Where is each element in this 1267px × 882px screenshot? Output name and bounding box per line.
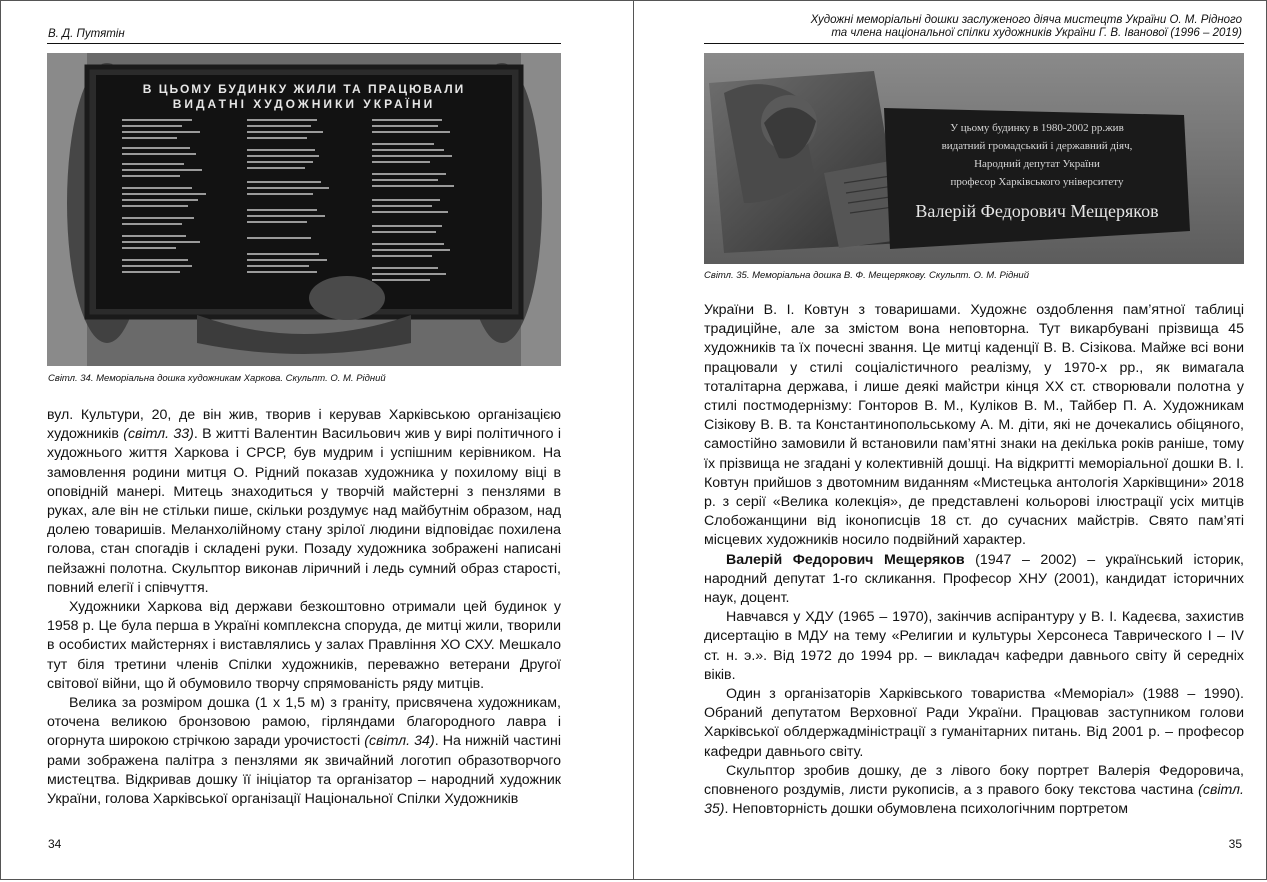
paragraph: Валерій Федорович Мещеряков (1947 – 2002) – український історик, народний депутат 1-го скликання. Професор ХНУ (2001), кандидат історичних наук, доцент. xyxy=(704,551,1244,607)
header-line: та члена національної спілки художників України Г. В. Іванової (1996 – 2019) xyxy=(831,27,1242,39)
right-page xyxy=(633,0,1267,880)
plaque-line-4: професор Харківського університету xyxy=(950,176,1124,188)
running-header: В. Д. Путятін xyxy=(48,28,125,40)
person-name: Валерій Федорович Мещеряков xyxy=(726,551,965,568)
page-number: 35 xyxy=(1228,837,1242,851)
figure-ref: (світл. 33) xyxy=(123,426,194,443)
running-header xyxy=(811,14,1242,40)
plaque-heading-2: ВИДАТНІ ХУДОЖНИКИ УКРАЇНИ xyxy=(172,97,436,111)
paragraph: Один з організаторів Харківського товариства «Меморіал» (1988 – 1990). Обраний депутатом Верховної Ради України. Працював заступником голови Харківської облдержадміністрації з гуманітарних питань. Від 2001 р. – професор кафедри давнього світу. xyxy=(704,686,1244,760)
page-number: 34 xyxy=(48,837,62,851)
paragraph: Скульптор зробив дошку, де з лівого боку портрет Валерія Федоровича, сповненого роздумів, листи рукописів, а з правого боку текстова частина (світл. 35). Неповторність дошки обумовлена психологічним портретом xyxy=(704,762,1244,818)
plaque-photo-34 xyxy=(47,53,561,366)
paragraph: Навчався у ХДУ (1965 – 1970), закінчив аспірантуру у В. І. Кадеєва, захистив дисертацію в МДУ на тему «Религии и культуры Херсонеса Таврического I – IV ст. н. э.». Від 1972 до 1994 рр. – викладач кафедри давнього світу й середніх віків. xyxy=(704,609,1244,683)
plaque-line-3: Народний депутат України xyxy=(974,158,1100,170)
plaque-name: Валерій Федорович Мещеряков xyxy=(915,201,1159,221)
photo-caption-35: Світл. 35. Меморіальна дошка В. Ф. Мещерякову. Скульпт. О. М. Рідний xyxy=(704,270,1029,281)
right-body-text xyxy=(704,301,1244,819)
paragraph: Художники Харкова від держави безкоштовно отримали цей будинок у 1958 р. Це була перша в Україні комплексна споруда, де митці жили, творили в особистих майстернях і виставлялись у залах Правління ХО СХУ. Мешкало тут біля третини членів Спілки художників, переважно ветерани Другої світової війни, що й обумовило творчу спрямованість ряду митців. xyxy=(47,599,561,692)
left-body-text xyxy=(47,406,561,809)
header-line: Художні меморіальні дошки заслуженого діяча мистецтв України О. М. Рідного xyxy=(810,14,1242,26)
paragraph: Велика за розміром дошка (1 х 1,5 м) з граніту, присвячена художникам, оточена великою бронзовою рамою, гірляндами благородного лавра і огорнута широкою стрічкою заради урочистості (світл. 34). На нижній частині рами зображена палітра з пензлями як звичайний логотип образотворчого мистецтва. Відкривав дошку її ініціатор та організатор – народний художник України, голова Харківської організації Національної Спілки Художників xyxy=(47,695,561,808)
photo-caption-34: Світл. 34. Меморіальна дошка художникам Харкова. Скульпт. О. М. Рідний xyxy=(48,373,386,384)
left-page xyxy=(0,0,634,880)
paragraph: України В. І. Ковтун з товаришами. Художнє оздоблення пам’ятної таблиці традиційне, але за змістом вона неповторна. Тут викарбувані прізвища 45 художників та їх почесні звання. Це митці каденції В. В. Сізікова. Майже всі вони працювали у стилі соціалістичного реалізму, у 1970-х рр., як вимагала тоталітарна держава, і лише деякі майстри кінця ХХ ст. створювали полотна у стилі постмодернізму: Гонторов В. М., Куліков В. М., Тайбер П. А. Художникам Сізікову В. В. та Константинопольському А. М. діти, які не дочекались обіцяного, самостійно замовили й встановили пам’ятні знаки на декілька років раніше, тому їх прізвища не згадані у колективній дошці. На відкритті меморіальної дошки В. І. Ковтун прийшов з двотомним виданням «Мистецька антологія Харківщини» 2018 р. з серії «Велика колекція», де представлені кольорові ілюстрації усіх митців Слобожанщини від іконописців 18 ст. до сучасних майстрів. Свято пам’яті місцевих художників носило подвійний характер. xyxy=(704,302,1244,549)
plaque-line-2: видатний громадський і державний діяч, xyxy=(941,140,1133,152)
plaque-photo-35 xyxy=(704,53,1244,264)
header-rule xyxy=(704,43,1244,44)
header-rule xyxy=(47,43,561,44)
plaque-heading-1: В ЦЬОМУ БУДИНКУ ЖИЛИ ТА ПРАЦЮВАЛИ xyxy=(142,82,466,96)
paragraph: вул. Культури, 20, де він жив, творив і керував Харківською організацією художників (світл. 33). В житті Валентин Васильович жив у вирі політичного і художнього життя Харкова і СРСР, був мудрим і успішним керівником. На замовлення родини митця О. Рідний показав художника у похилому віці в оповідній манері. Митець знаходиться у творчій майстерні з пензлями в руках, але він не стільки пише, скільки роздумує над майбутнім образом, над долею товаришів. Меланхолійному стану зрілої людини відповідає похилена голова, стан спогадів і складені руки. Позаду художника зображені написані пейзажні полотна. Скульптор виконав ліричний і ледь сумний образ старості, повний елегії і співчуття. xyxy=(47,407,561,596)
figure-ref: (світл. 34) xyxy=(364,733,435,750)
figure-ref: (світл. 35) xyxy=(704,782,1244,818)
plaque-line-1: У цьому будинку в 1980-2002 рр.жив xyxy=(950,122,1124,134)
